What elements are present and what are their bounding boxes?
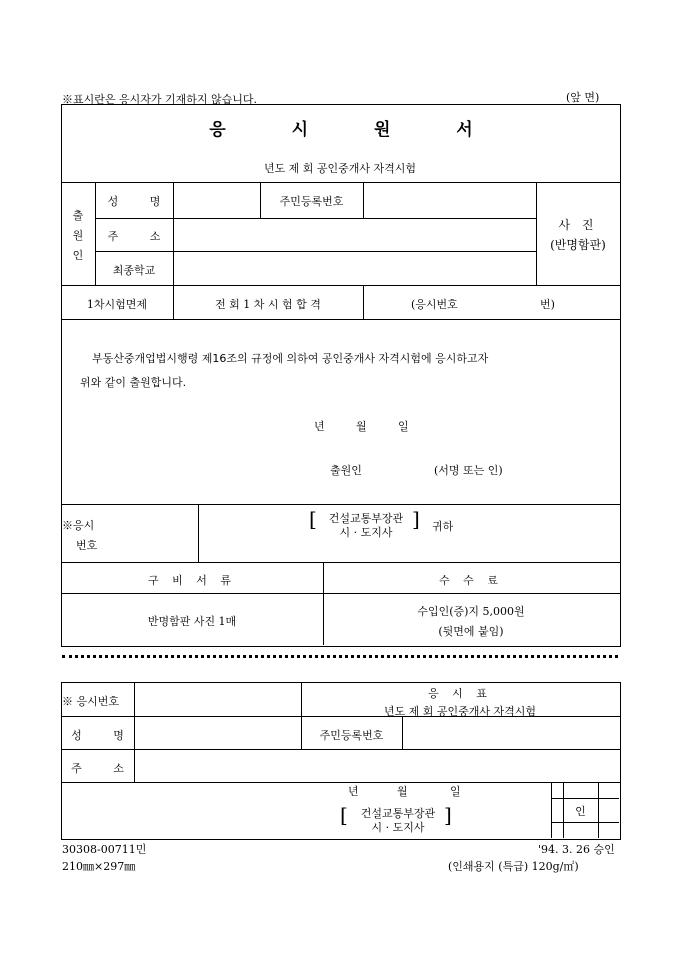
ticket-date-month: 월 [397,785,408,798]
ticket-resident-no-label: 주민등록번호 [319,729,384,742]
fee-header: 수 수 료 [439,574,503,587]
ticket-date-year: 년 [348,785,359,798]
docs-value: 반명함판 사진 1매 [147,615,237,628]
ticket-address-label: 주 소 [71,762,138,775]
header-note: ※표시란은 응시자가 기재하지 않습니다. [62,93,258,106]
ticket-subtitle: 년도 제 회 공인중개사 자격시험 [383,705,537,718]
ticket-title: 응 시 표 [428,687,492,700]
resident-no-label: 주민등록번호 [279,195,344,208]
ticket-issuer-2: 시 · 도지사 [371,821,425,834]
exempt-value: 전 회 1 차 시 험 합 격 [215,298,321,311]
education-label: 최종학교 [112,264,156,277]
education-field[interactable] [175,253,535,283]
exempt-label: 1차시험면제 [86,298,148,311]
ticket-name-label: 성 명 [71,729,138,742]
photo-label: 사 진 [558,218,598,232]
exam-no-mark-2: 번호 [76,539,98,552]
seal-label: 인 [575,805,586,818]
recipient-1: 건설교통부장관 [328,512,404,525]
ticket-name-field[interactable] [136,719,299,747]
ticket-address-field[interactable] [136,752,618,780]
address-field[interactable] [175,220,535,250]
resident-no-field[interactable] [365,187,535,217]
date-day-label: 일 [398,420,409,433]
fee-value-1: 수입인(증)지 5,000원 [417,605,525,618]
fee-value-2: (뒷면에 붙임) [438,625,504,638]
ticket-exam-no-label: ※ 응시번호 [62,695,120,708]
statement-line-2: 위와 같이 출원합니다. [80,376,187,389]
applicant-group-label: 출 원 인 [72,209,84,262]
form-title: 응 시 원 서 [209,120,503,140]
date-year-label: 년 [314,420,325,433]
applicant-sign-label: 출원인 [330,464,362,477]
name-field[interactable] [175,187,259,217]
recipient-suffix: 귀하 [432,520,454,533]
ticket-exam-no-field[interactable] [136,685,299,715]
sign-note: (서명 또는 인) [434,464,503,477]
photo-sub-label: (반명함판) [550,238,606,252]
exam-no-close: 번) [540,298,555,311]
form-subtitle: 년도 제 회 공인중개사 자격시험 [263,162,417,175]
ticket-date-day: 일 [450,785,461,798]
recipient-bracket-open: [ [309,507,317,531]
issuer-bracket-close: ] [444,803,452,827]
page-side-label: (앞 면) [566,91,600,104]
recipient-2: 시 · 도지사 [339,526,393,539]
name-label: 성 명 [107,195,175,208]
recipient-bracket-close: ] [412,507,420,531]
statement-line-1: 부동산중개업법시행령 제16조의 규정에 의하여 공인중개사 자격시험에 응시하고자 [92,352,489,365]
paper-spec: (인쇄용지 (특급) 120g/㎡) [448,860,579,873]
paper-size: 210㎜×297㎜ [62,860,136,873]
cut-line [62,655,618,658]
docs-header: 구 비 서 류 [148,574,236,587]
address-label: 주 소 [107,230,175,243]
ticket-resident-no-field[interactable] [404,719,618,747]
approval-date: '94. 3. 26 승인 [538,843,615,856]
exam-no-field[interactable] [100,510,196,560]
exam-no-open: (응시번호 [411,298,458,311]
issuer-bracket-open: [ [340,803,348,827]
exam-no-mark: ※응시 [62,519,95,532]
date-month-label: 월 [356,420,367,433]
ticket-issuer-1: 건설교통부장관 [360,807,436,820]
form-code: 30308-00711민 [62,843,147,856]
